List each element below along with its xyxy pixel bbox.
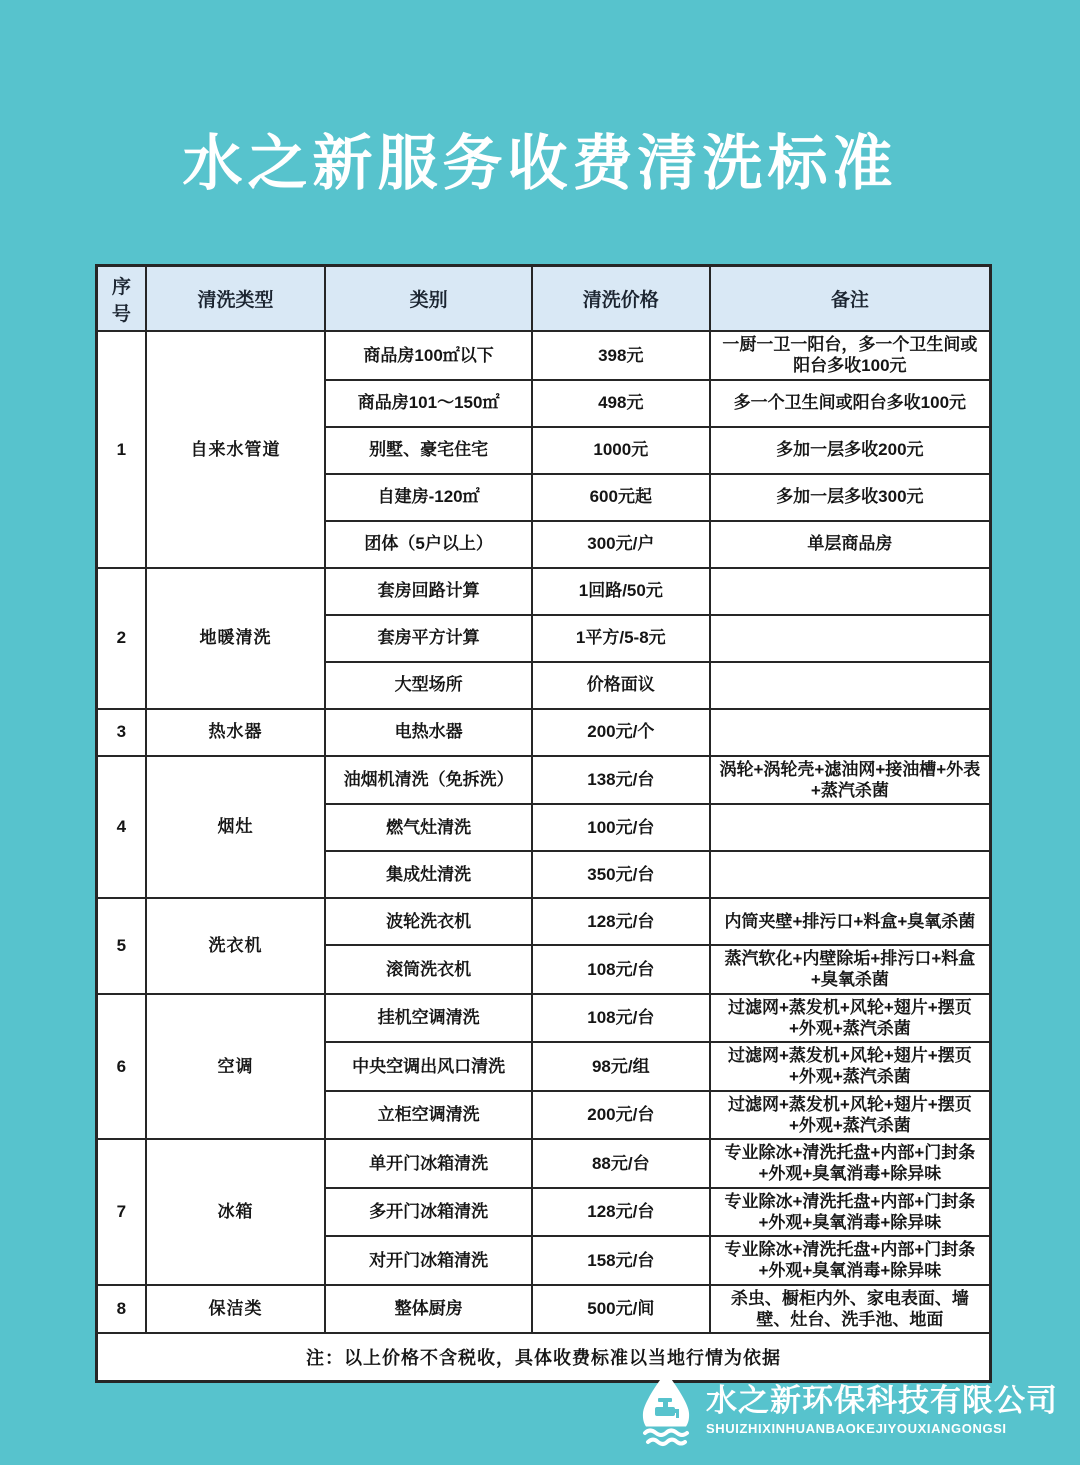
- cell-price: 138元/台: [532, 756, 710, 805]
- cell-category: 中央空调出风口清洗: [325, 1042, 532, 1091]
- header-remark: 备注: [710, 266, 991, 332]
- cell-price: 350元/台: [532, 851, 710, 898]
- cell-serial: 5: [97, 898, 146, 994]
- cell-serial: 6: [97, 994, 146, 1140]
- cell-serial: 7: [97, 1139, 146, 1285]
- cell-remark: 专业除冰+清洗托盘+内部+门封条+外观+臭氧消毒+除异味: [710, 1188, 991, 1237]
- header-serial: 序号: [97, 266, 146, 332]
- header-category: 类别: [325, 266, 532, 332]
- cell-price: 128元/台: [532, 898, 710, 945]
- cell-price: 158元/台: [532, 1236, 710, 1285]
- cell-remark: 涡轮+涡轮壳+滤油网+接油槽+外表+蒸汽杀菌: [710, 756, 991, 805]
- header-row: [97, 266, 991, 332]
- cell-clean-type: 冰箱: [146, 1139, 326, 1285]
- cell-price: 88元/台: [532, 1139, 710, 1188]
- cell-remark: [710, 568, 991, 615]
- cell-serial: 3: [97, 709, 146, 756]
- cell-remark: 杀虫、橱柜内外、家电表面、墙壁、灶台、洗手池、地面: [710, 1285, 991, 1334]
- tax-note: 注：以上价格不含税收，具体收费标准以当地行情为依据: [97, 1333, 991, 1382]
- table-row: [97, 1139, 991, 1188]
- cell-category: 立柜空调清洗: [325, 1091, 532, 1140]
- cell-category: 集成灶清洗: [325, 851, 532, 898]
- cell-remark: 多一个卫生间或阳台多收100元: [710, 380, 991, 427]
- price-table-header: [97, 266, 991, 332]
- cell-category: 整体厨房: [325, 1285, 532, 1334]
- cell-price: 1回路/50元: [532, 568, 710, 615]
- cell-price: 600元起: [532, 474, 710, 521]
- table-row: [97, 709, 991, 756]
- cell-serial: 4: [97, 756, 146, 899]
- cell-category: 别墅、豪宅住宅: [325, 427, 532, 474]
- cell-clean-type: 保洁类: [146, 1285, 326, 1334]
- cell-remark: 过滤网+蒸发机+风轮+翅片+摆页+外观+蒸汽杀菌: [710, 994, 991, 1043]
- cell-category: 大型场所: [325, 662, 532, 709]
- cell-price: 398元: [532, 331, 710, 380]
- cell-category: 滚筒洗衣机: [325, 945, 532, 994]
- cell-category: 挂机空调清洗: [325, 994, 532, 1043]
- header-clean-type: 清洗类型: [146, 266, 326, 332]
- cell-clean-type: 烟灶: [146, 756, 326, 899]
- cell-remark: [710, 851, 991, 898]
- cell-price: 100元/台: [532, 804, 710, 851]
- cell-category: 多开门冰箱清洗: [325, 1188, 532, 1237]
- cell-category: 单开门冰箱清洗: [325, 1139, 532, 1188]
- cell-remark: 单层商品房: [710, 521, 991, 568]
- cell-category: 自建房-120㎡: [325, 474, 532, 521]
- cell-category: 对开门冰箱清洗: [325, 1236, 532, 1285]
- cell-category: 商品房101～150㎡: [325, 380, 532, 427]
- cell-price: 498元: [532, 380, 710, 427]
- cell-remark: 多加一层多收300元: [710, 474, 991, 521]
- cell-price: 1平方/5-8元: [532, 615, 710, 662]
- page-title: 水之新服务收费清洗标准: [182, 130, 898, 197]
- cell-category: 燃气灶清洗: [325, 804, 532, 851]
- water-drop-icon: [638, 1371, 694, 1449]
- table-row: [97, 756, 991, 805]
- cell-price: 108元/台: [532, 994, 710, 1043]
- cell-category: 油烟机清洗（免拆洗）: [325, 756, 532, 805]
- cell-clean-type: 洗衣机: [146, 898, 326, 994]
- company-name-block: [706, 1384, 1058, 1436]
- cell-clean-type: 热水器: [146, 709, 326, 756]
- price-table-body: [97, 331, 991, 1333]
- company-name-en: SHUIZHIXINHUANBAOKEJIYOUXIANGONGSI: [706, 1421, 1007, 1437]
- company-name-cn: 水之新环保科技有限公司: [706, 1382, 1058, 1418]
- cell-price: 128元/台: [532, 1188, 710, 1237]
- cell-clean-type: 自来水管道: [146, 331, 326, 568]
- cell-remark: 蒸汽软化+内壁除垢+排污口+料盒+臭氧杀菌: [710, 945, 991, 994]
- cell-price: 300元/户: [532, 521, 710, 568]
- cell-category: 团体（5户以上）: [325, 521, 532, 568]
- cell-remark: [710, 662, 991, 709]
- price-table-wrap: [95, 264, 992, 1383]
- cell-price: 200元/个: [532, 709, 710, 756]
- cell-category: 套房平方计算: [325, 615, 532, 662]
- cell-remark: [710, 709, 991, 756]
- cell-remark: 专业除冰+清洗托盘+内部+门封条+外观+臭氧消毒+除异味: [710, 1236, 991, 1285]
- table-row: [97, 331, 991, 380]
- cell-price: 98元/组: [532, 1042, 710, 1091]
- cell-remark: 多加一层多收200元: [710, 427, 991, 474]
- cell-clean-type: 空调: [146, 994, 326, 1140]
- company-logo: [638, 1371, 1058, 1449]
- cell-serial: 2: [97, 568, 146, 709]
- cell-price: 1000元: [532, 427, 710, 474]
- cell-price: 500元/间: [532, 1285, 710, 1334]
- cell-price: 价格面议: [532, 662, 710, 709]
- cell-remark: 专业除冰+清洗托盘+内部+门封条+外观+臭氧消毒+除异味: [710, 1139, 991, 1188]
- cell-remark: 一厨一卫一阳台，多一个卫生间或阳台多收100元: [710, 331, 991, 380]
- cell-remark: [710, 615, 991, 662]
- cell-price: 200元/台: [532, 1091, 710, 1140]
- cell-remark: 内筒夹壁+排污口+料盒+臭氧杀菌: [710, 898, 991, 945]
- header-price: 清洗价格: [532, 266, 710, 332]
- cell-category: 套房回路计算: [325, 568, 532, 615]
- cell-remark: [710, 804, 991, 851]
- price-table: [95, 264, 992, 1383]
- table-row: [97, 994, 991, 1043]
- table-row: [97, 1285, 991, 1334]
- cell-price: 108元/台: [532, 945, 710, 994]
- cell-remark: 过滤网+蒸发机+风轮+翅片+摆页+外观+蒸汽杀菌: [710, 1091, 991, 1140]
- table-row: [97, 898, 991, 945]
- cell-category: 商品房100㎡以下: [325, 331, 532, 380]
- cell-serial: 1: [97, 331, 146, 568]
- cell-remark: 过滤网+蒸发机+风轮+翅片+摆页+外观+蒸汽杀菌: [710, 1042, 991, 1091]
- cell-category: 电热水器: [325, 709, 532, 756]
- cell-category: 波轮洗衣机: [325, 898, 532, 945]
- table-row: [97, 568, 991, 615]
- cell-clean-type: 地暖清洗: [146, 568, 326, 709]
- cell-serial: 8: [97, 1285, 146, 1334]
